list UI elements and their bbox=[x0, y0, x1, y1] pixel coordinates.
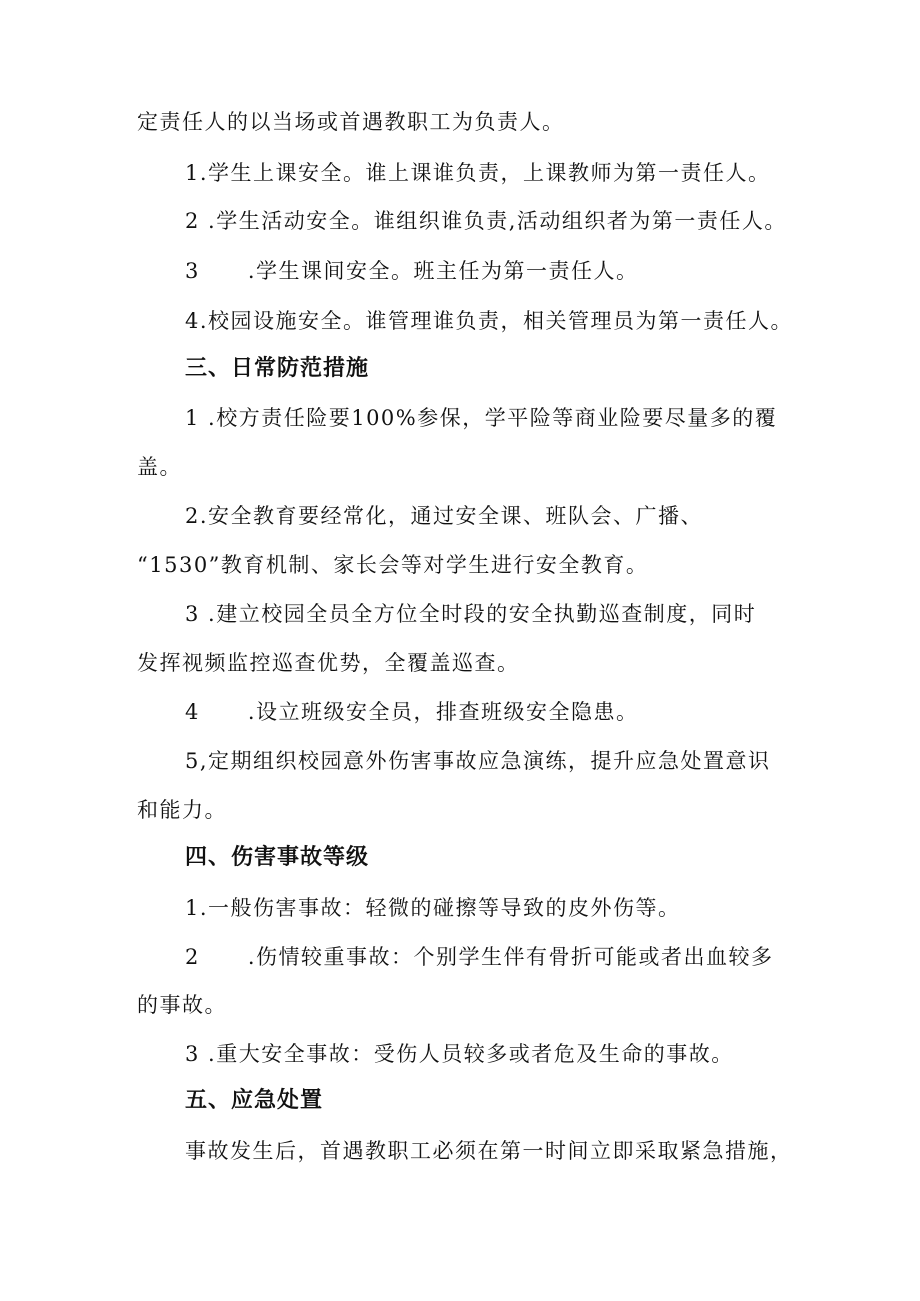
section-heading: 四、伤害事故等级 bbox=[185, 845, 370, 870]
list-item: 2.安全教育要经常化，通过安全课、班队会、广播、 bbox=[185, 504, 704, 528]
section-heading: 三、日常防范措施 bbox=[185, 356, 370, 381]
list-item: 1 .校方责任险要100%参保，学平险等商业险要尽量多的覆 bbox=[185, 406, 778, 430]
list-item: 4.校园设施安全。谁管理谁负责，相关管理员为第一责任人。 bbox=[185, 309, 794, 333]
list-item: 1.学生上课安全。谁上课谁负责，上课教师为第一责任人。 bbox=[185, 161, 771, 185]
paragraph-line: 盖。 bbox=[137, 455, 182, 479]
list-number: 3 bbox=[185, 259, 200, 283]
list-item-text: .设立班级安全员，排查班级安全隐患。 bbox=[247, 700, 639, 724]
paragraph-line: 定责任人的以当场或首遇教职工为负责人。 bbox=[137, 110, 565, 134]
paragraph-line: 发挥视频监控巡查优势，全覆盖巡查。 bbox=[137, 651, 520, 675]
list-item: 5,定期组织校园意外伤害事故应急演练，提升应急处置意识 bbox=[185, 749, 771, 773]
list-item-text: .学生课间安全。班主任为第一责任人。 bbox=[247, 259, 639, 283]
list-item: 2 .学生活动安全。谁组织谁负责,活动组织者为第一责任人。 bbox=[185, 209, 787, 233]
paragraph-line: 事故发生后，首遇教职工必须在第一时间立即采取紧急措施， bbox=[185, 1139, 793, 1163]
list-number: 2 bbox=[185, 945, 200, 969]
list-item-text: .伤情较重事故：个别学生伴有骨折可能或者出血较多 bbox=[247, 945, 774, 969]
paragraph-line: 和能力。 bbox=[137, 798, 227, 822]
list-number: 4 bbox=[185, 700, 200, 724]
list-item: 1.一般伤害事故：轻微的碰擦等导致的皮外伤等。 bbox=[185, 896, 681, 920]
section-heading: 五、应急处置 bbox=[185, 1088, 324, 1113]
paragraph-line: “1530”教育机制、家长会等对学生进行安全教育。 bbox=[137, 553, 649, 577]
list-item: 3 .重大安全事故：受伤人员较多或者危及生命的事故。 bbox=[185, 1042, 734, 1066]
list-item bbox=[185, 697, 639, 727]
list-item bbox=[185, 942, 774, 972]
paragraph-line: 的事故。 bbox=[137, 993, 227, 1017]
list-item bbox=[185, 256, 639, 286]
list-item: 3 .建立校园全员全方位全时段的安全执勤巡查制度，同时 bbox=[185, 602, 757, 626]
